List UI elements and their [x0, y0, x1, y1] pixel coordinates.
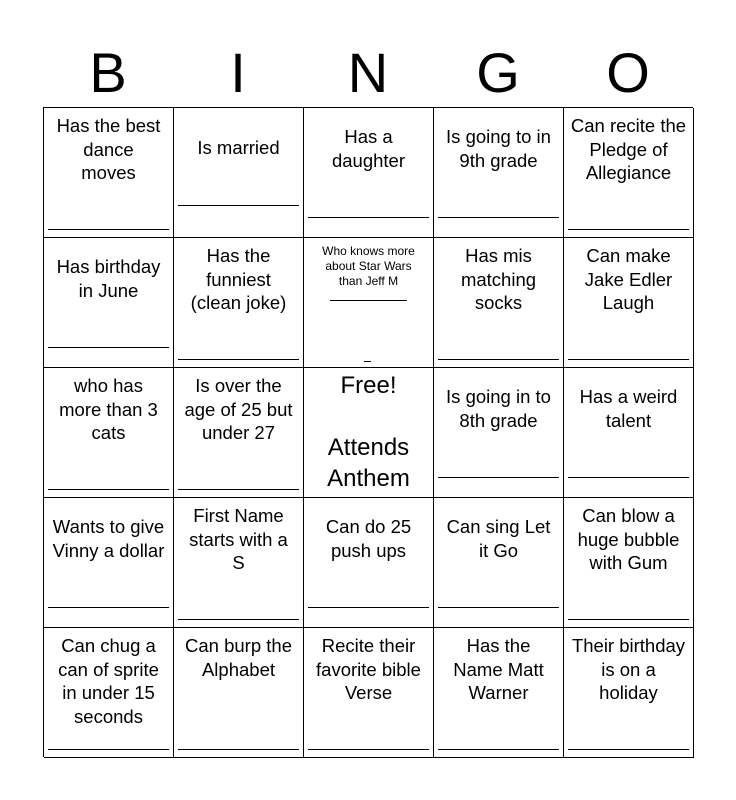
signature-line: [568, 749, 689, 750]
cell-text: Is going to in 9th grade: [446, 126, 551, 171]
cell-text: Recite their favorite bible Verse: [316, 635, 421, 703]
cell-text: Is over the age of 25 but under 27: [184, 375, 293, 443]
bingo-cell-1-5[interactable]: [564, 108, 694, 238]
free-space-text: Free! Attends Anthem: [327, 372, 410, 492]
signature-line: [308, 217, 429, 218]
cell-text: Who knows more about Star Wars than Jeff M: [322, 244, 415, 288]
cell-text: Is married: [197, 137, 280, 158]
bingo-header: [43, 40, 693, 106]
bingo-cell-3-2[interactable]: [174, 368, 304, 498]
bingo-cell-2-3[interactable]: [304, 238, 434, 368]
signature-line: [178, 489, 299, 490]
signature-line: [438, 477, 559, 478]
header-letter-o: O: [606, 41, 650, 104]
bingo-cell-5-4[interactable]: [434, 628, 564, 758]
cell-text: Has the Name Matt Warner: [453, 635, 544, 703]
signature-line: [330, 300, 407, 301]
bingo-cell-5-1[interactable]: [44, 628, 174, 758]
cell-text: Has the best dance moves: [56, 115, 161, 183]
signature-line: [48, 607, 169, 608]
signature-line: [48, 347, 169, 348]
bingo-cell-3-4[interactable]: [434, 368, 564, 498]
signature-line: [568, 477, 689, 478]
cell-text: First Name starts with a S: [189, 505, 288, 573]
signature-line: [438, 749, 559, 750]
bingo-cell-2-4[interactable]: [434, 238, 564, 368]
bingo-cell-4-1[interactable]: [44, 498, 174, 628]
header-letter-b: B: [89, 41, 127, 104]
cell-text: Can sing Let it Go: [446, 516, 551, 561]
signature-line: [568, 229, 689, 230]
bingo-cell-1-1[interactable]: [44, 108, 174, 238]
bingo-cell-4-5[interactable]: [564, 498, 694, 628]
cell-text: Can chug a can of sprite in under 15 seconds: [58, 635, 159, 727]
cell-text: Has a daughter: [331, 126, 406, 171]
cell-text: Can do 25 push ups: [325, 516, 412, 561]
cell-text: Has mis matching socks: [460, 245, 537, 313]
bingo-cell-3-1[interactable]: [44, 368, 174, 498]
signature-line: [178, 619, 299, 620]
bingo-cell-1-3[interactable]: [304, 108, 434, 238]
bingo-cell-1-2[interactable]: [174, 108, 304, 238]
free-space[interactable]: [304, 368, 434, 498]
bingo-cell-5-5[interactable]: [564, 628, 694, 758]
cell-text: Is going in to 8th grade: [446, 386, 551, 431]
bingo-cell-4-2[interactable]: [174, 498, 304, 628]
signature-line: [178, 205, 299, 206]
cell-text: Can burp the Alphabet: [185, 635, 292, 680]
cell-text: Has the funniest (clean joke): [190, 245, 287, 313]
bingo-cell-2-2[interactable]: [174, 238, 304, 368]
bingo-cell-1-4[interactable]: [434, 108, 564, 238]
bingo-cell-4-4[interactable]: [434, 498, 564, 628]
cell-text: Has a weird talent: [579, 386, 678, 431]
signature-line: [308, 607, 429, 608]
cell-text: Wants to give Vinny a dollar: [52, 516, 165, 561]
signature-line: [568, 619, 689, 620]
bingo-cell-3-5[interactable]: [564, 368, 694, 498]
bingo-cell-4-3[interactable]: [304, 498, 434, 628]
signature-line: [178, 749, 299, 750]
signature-line: [438, 217, 559, 218]
cell-text: Can blow a huge bubble with Gum: [577, 505, 680, 573]
signature-line: [438, 607, 559, 608]
signature-line: [568, 359, 689, 360]
cell-text: Can make Jake Edler Laugh: [584, 245, 673, 313]
bingo-grid: [43, 107, 693, 757]
header-letter-g: G: [476, 41, 520, 104]
signature-line: [48, 749, 169, 750]
bingo-cell-2-1[interactable]: [44, 238, 174, 368]
cell-text: Has birthday in June: [56, 256, 161, 301]
header-letter-i: I: [230, 41, 246, 104]
bingo-cell-2-5[interactable]: [564, 238, 694, 368]
bingo-cell-5-2[interactable]: [174, 628, 304, 758]
cell-text: who has more than 3 cats: [59, 375, 158, 443]
signature-line: [178, 359, 299, 360]
signature-line: [438, 359, 559, 360]
cell-text: Can recite the Pledge of Allegiance: [570, 115, 687, 183]
signature-line: [364, 361, 371, 362]
cell-text: Their birthday is on a holiday: [571, 635, 686, 703]
signature-line: [308, 749, 429, 750]
header-letter-n: N: [347, 41, 389, 104]
bingo-cell-5-3[interactable]: [304, 628, 434, 758]
signature-line: [48, 489, 169, 490]
signature-line: [48, 229, 169, 230]
